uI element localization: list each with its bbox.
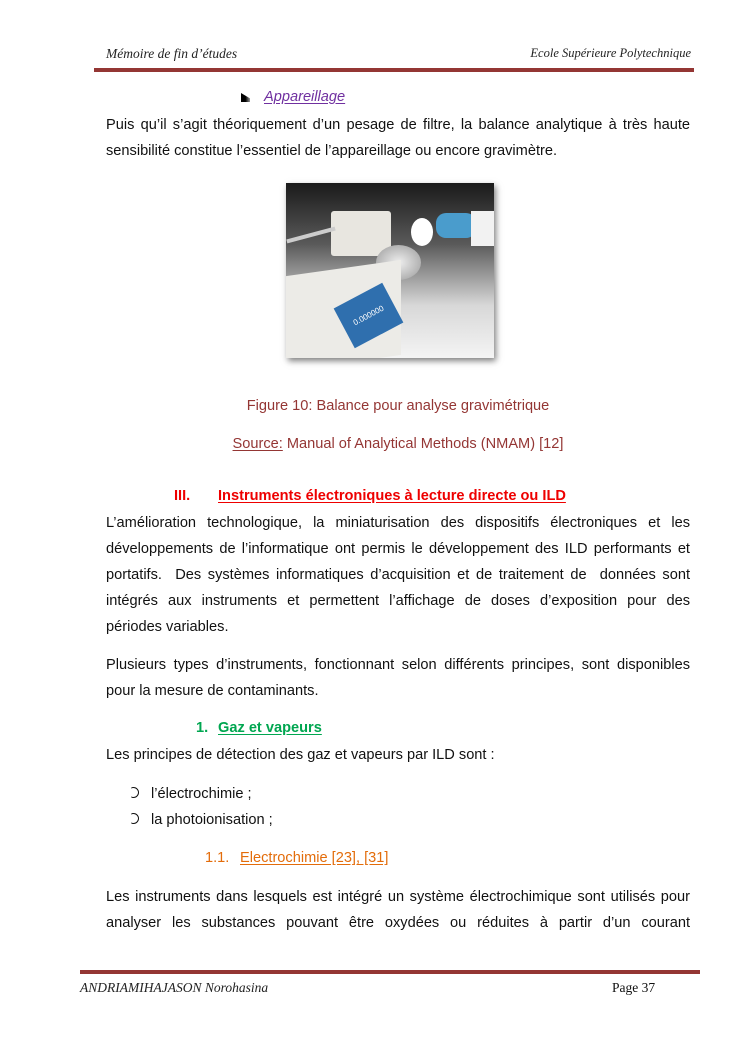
gloved-hand: [436, 213, 476, 238]
figure-caption: Figure 10: Balance pour analyse gravimétrique: [246, 398, 550, 414]
bullet-circle-icon: [128, 813, 139, 824]
header-left: Mémoire de fin d’études: [106, 46, 238, 61]
paragraph-line: Les principes de détection des gaz et vapeurs par ILD sont :: [106, 747, 495, 763]
paragraph-line: pour la mesure de contaminants.: [106, 683, 319, 699]
section-number: III.: [174, 488, 191, 504]
page-number: Page 37: [612, 980, 656, 995]
paragraph-line: sensibilité constitue l’essentiel de l’appareillage ou encore gravimètre.: [106, 143, 558, 159]
bullet-arrow-icon: [241, 93, 250, 102]
section-heading-appareillage: Appareillage: [264, 89, 346, 105]
lab-coat-sleeve: [471, 211, 494, 246]
footer-author: ANDRIAMIHAJASON Norohasina: [80, 980, 269, 995]
bullet-item: l’électrochimie ;: [151, 786, 252, 802]
cable: [286, 227, 335, 244]
bullet-item: la photoionisation ;: [151, 812, 273, 828]
header-right: Ecole Supérieure Polytechnique: [530, 46, 691, 60]
figure-source: Source: Manual of Analytical Methods (NMAM) [12]: [232, 436, 564, 452]
paragraph-line: intégrés aux instruments et permettent l’affichage de doses d’exposition pour des: [106, 593, 690, 609]
paragraph-line: Plusieurs types d’instruments, fonctionnant selon différents principes, sont disponibles: [106, 657, 690, 673]
paragraph-line: développements de l’informatique ont permis le développement des ILD performants et: [106, 541, 690, 557]
paragraph-line: périodes variables.: [106, 619, 229, 635]
paragraph-line: L’amélioration technologique, la miniaturisation des dispositifs électroniques et les: [106, 515, 690, 531]
subsubsection-heading-electrochimie: Electrochimie [23], [31]: [240, 850, 389, 866]
paragraph-line: Puis qu’il s’agit théoriquement d’un pesage de filtre, la balance analytique à très haute: [106, 117, 690, 133]
bullet-circle-icon: [128, 787, 139, 798]
header-rule: [94, 68, 694, 72]
subsection-number: 1.: [196, 720, 209, 736]
paragraph-line: Les instruments dans lesquels est intégré un système électrochimique sont utilisés pour: [106, 889, 690, 905]
balance-display: 0.000000: [334, 283, 404, 349]
subsection-heading-gaz: Gaz et vapeurs: [218, 720, 322, 736]
balance-photo: [286, 183, 494, 358]
paragraph-line: portatifs. Des systèmes informatiques d’acquisition et de traitement de données sont: [106, 567, 690, 583]
subsubsection-number: 1.1.: [205, 850, 230, 866]
paragraph-line: analyser les substances pouvant être oxydées ou réduites à partir d’un courant: [106, 915, 690, 931]
footer-rule: [80, 970, 700, 974]
filter-disc: [411, 218, 433, 246]
section-heading-ild: Instruments électroniques à lecture directe ou ILD: [218, 488, 566, 504]
